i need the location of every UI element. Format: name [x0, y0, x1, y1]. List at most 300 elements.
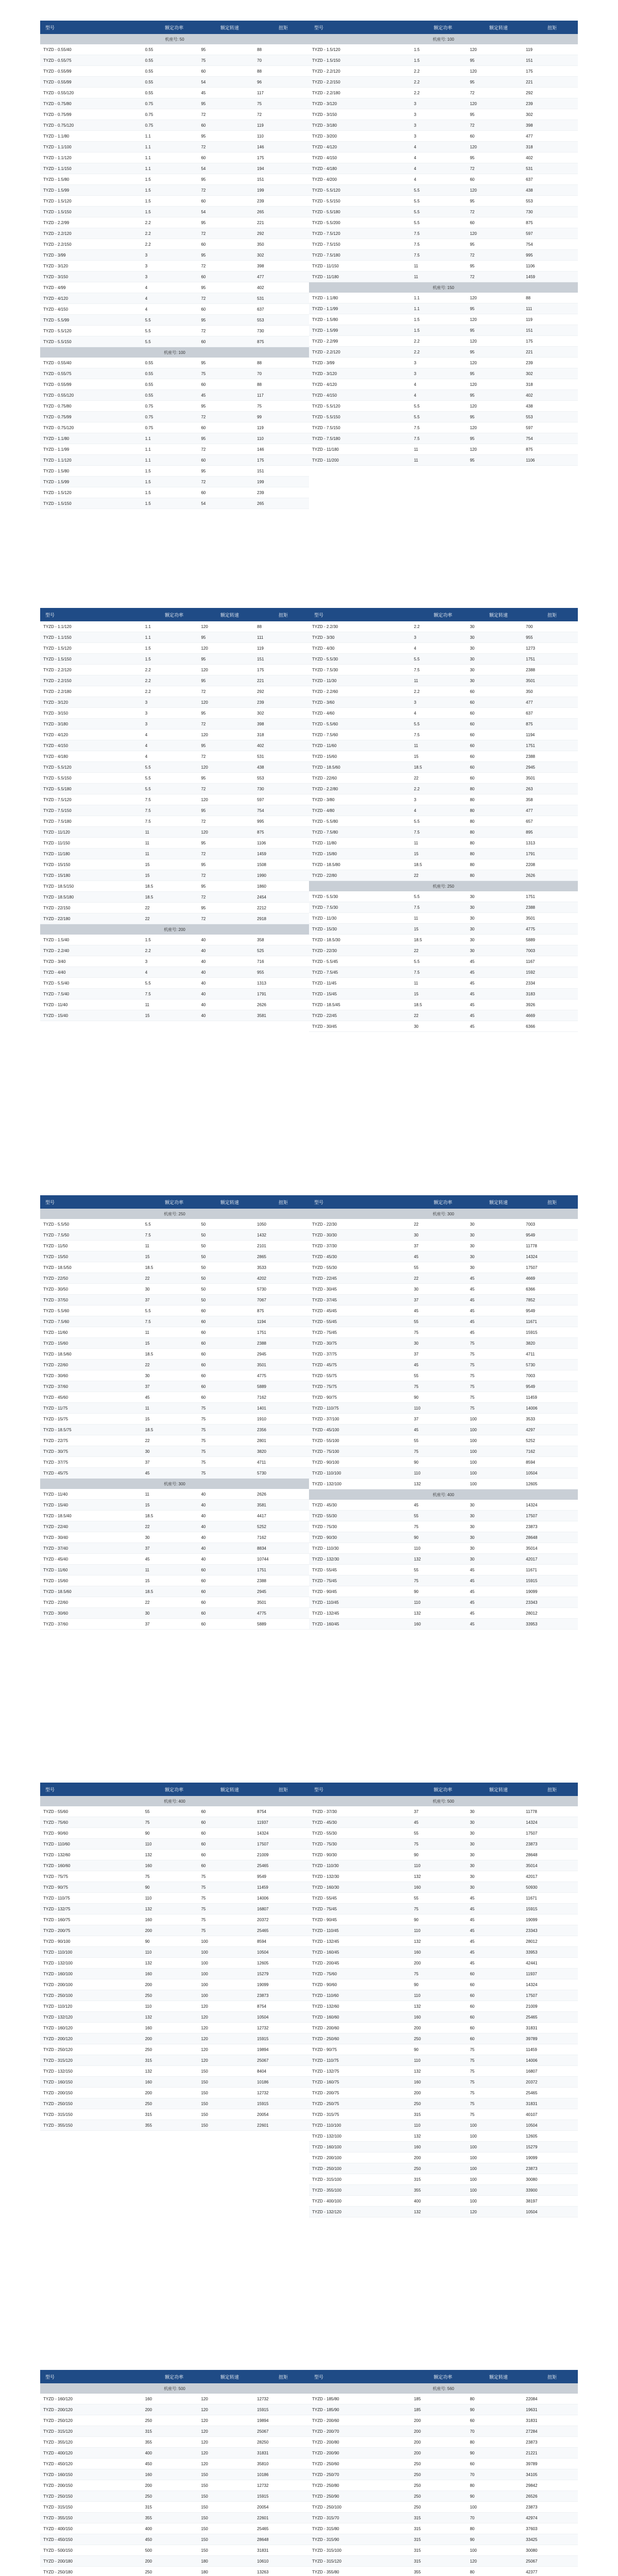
- cell-speed: 120: [470, 403, 477, 409]
- table-row: [40, 956, 309, 967]
- cell-model: TYZD - 3/80: [312, 797, 335, 802]
- cell-model: TYZD - 250/100: [43, 1993, 73, 1998]
- cell-model: TYZD - 4/120: [43, 732, 68, 737]
- cell-torque: 402: [526, 155, 533, 160]
- table-row: [40, 2545, 309, 2556]
- table-row: [309, 935, 578, 945]
- cell-torque: 4711: [526, 1351, 535, 1357]
- table-row: [40, 1327, 309, 1338]
- cell-model: TYZD - 4/120: [43, 296, 68, 301]
- cell-torque: 895: [526, 829, 533, 835]
- table-row: [309, 1958, 578, 1969]
- table-row: [309, 1882, 578, 1893]
- cell-speed: 75: [201, 1438, 206, 1443]
- cell-torque: 2208: [526, 862, 535, 867]
- cell-torque: 4669: [526, 1013, 535, 1018]
- table-row: [309, 1532, 578, 1543]
- spec-panel-9: [40, 2370, 309, 2576]
- cell-speed: 100: [201, 1971, 208, 1976]
- table-row: [309, 1414, 578, 1425]
- cell-model: TYZD - 450/120: [43, 2461, 73, 2466]
- cell-model: TYZD - 90/100: [312, 1460, 339, 1465]
- cell-power: 250: [145, 1993, 152, 1998]
- cell-model: TYZD - 132/45: [312, 1939, 339, 1944]
- cell-model: TYZD - 110/30: [312, 1546, 339, 1551]
- cell-speed: 120: [201, 2461, 208, 2466]
- cell-torque: 398: [257, 721, 264, 726]
- table-row: [40, 913, 309, 924]
- cell-torque: 17507: [526, 1513, 538, 1518]
- cell-torque: 33425: [526, 2537, 538, 2542]
- cell-torque: 7162: [526, 1449, 535, 1454]
- table-row: [40, 751, 309, 762]
- cell-speed: 75: [470, 2069, 475, 2074]
- table-row: [40, 109, 309, 120]
- cell-power: 132: [414, 2133, 421, 2139]
- cell-power: 45: [145, 1470, 150, 1476]
- cell-speed: 100: [470, 1438, 477, 1443]
- table-row: [309, 730, 578, 740]
- cell-speed: 60: [201, 425, 206, 430]
- cell-model: TYZD - 45/30: [312, 1254, 337, 1259]
- table-row: [40, 1586, 309, 1597]
- cell-torque: 88: [526, 295, 531, 300]
- cell-power: 90: [414, 1982, 419, 1987]
- table-row: [309, 956, 578, 967]
- header-power: 额定功率: [434, 2374, 453, 2380]
- cell-power: 315: [145, 2112, 152, 2117]
- cell-model: TYZD - 315/75: [312, 2112, 339, 2117]
- table-row: [309, 989, 578, 999]
- cell-torque: 597: [257, 797, 264, 802]
- table-row: [40, 881, 309, 892]
- cell-speed: 72: [470, 123, 475, 128]
- table-row: [40, 1241, 309, 1251]
- cell-speed: 72: [201, 721, 206, 726]
- table-row: [40, 1979, 309, 1990]
- cell-model: TYZD - 45/60: [43, 1395, 68, 1400]
- cell-speed: 100: [201, 1950, 208, 1955]
- cell-model: TYZD - 132/75: [312, 2069, 339, 2074]
- cell-torque: 955: [526, 635, 533, 640]
- cell-power: 55: [414, 1831, 419, 1836]
- cell-torque: 531: [257, 754, 264, 759]
- cell-torque: 3183: [526, 991, 535, 996]
- cell-torque: 1106: [526, 263, 535, 268]
- cell-speed: 30: [470, 1852, 475, 1857]
- cell-model: TYZD - 5.5/120: [312, 188, 340, 193]
- cell-torque: 11671: [526, 1319, 537, 1324]
- cell-power: 132: [145, 1852, 152, 1857]
- cell-torque: 28648: [526, 1852, 538, 1857]
- cell-power: 22: [145, 1524, 150, 1529]
- cell-power: 200: [145, 2558, 152, 2564]
- cell-torque: 2356: [257, 1427, 266, 1432]
- cell-torque: 25465: [257, 1863, 269, 1868]
- table-row: [309, 390, 578, 401]
- table-row: [309, 1850, 578, 1860]
- cell-speed: 50: [201, 1254, 206, 1259]
- cell-speed: 60: [201, 1567, 206, 1572]
- cell-torque: 1751: [526, 894, 535, 899]
- cell-speed: 45: [470, 1917, 475, 1922]
- cell-model: TYZD - 0.75/99: [43, 112, 72, 117]
- header-speed: 额定转速: [220, 2374, 239, 2380]
- cell-power: 90: [145, 1885, 150, 1890]
- cell-speed: 100: [470, 2504, 477, 2510]
- header-model: 型号: [314, 1787, 324, 1792]
- cell-torque: 151: [257, 177, 264, 182]
- cell-model: TYZD - 22/40: [43, 1524, 68, 1529]
- cell-power: 90: [145, 1939, 150, 1944]
- cell-torque: 110: [257, 436, 264, 441]
- cell-power: 7.5: [414, 436, 420, 441]
- cell-speed: 72: [201, 894, 206, 900]
- cell-model: TYZD - 5.5/60: [312, 721, 338, 726]
- cell-power: 250: [145, 2101, 152, 2106]
- cell-model: TYZD - 55/45: [312, 1567, 337, 1572]
- cell-model: TYZD - 1.1/150: [43, 166, 72, 171]
- cell-power: 7.5: [414, 231, 420, 236]
- cell-speed: 95: [201, 656, 206, 662]
- cell-speed: 30: [470, 1524, 475, 1529]
- cell-torque: 3501: [257, 1600, 266, 1605]
- cell-power: 22: [414, 1013, 419, 1018]
- cell-torque: 875: [257, 1308, 264, 1313]
- cell-power: 2.2: [145, 948, 151, 953]
- table-row: [40, 870, 309, 881]
- table-row: [309, 751, 578, 762]
- cell-torque: 11459: [257, 1885, 268, 1890]
- cell-torque: 239: [257, 198, 264, 204]
- cell-speed: 40: [201, 1002, 206, 1007]
- cell-torque: 5889: [257, 1384, 266, 1389]
- cell-power: 7.5: [414, 905, 420, 910]
- cell-model: TYZD - 160/45: [312, 1950, 339, 1955]
- cell-torque: 3581: [257, 1013, 266, 1018]
- cell-speed: 90: [470, 2537, 475, 2542]
- table-row: [40, 1958, 309, 1969]
- table-row: [309, 88, 578, 98]
- cell-torque: 23873: [257, 1993, 269, 1998]
- cell-power: 315: [145, 2504, 152, 2510]
- cell-torque: 10610: [257, 2558, 269, 2564]
- cell-power: 18.5: [145, 1513, 153, 1518]
- cell-torque: 14006: [526, 2058, 538, 2063]
- cell-model: TYZD - 1.1/99: [312, 306, 338, 311]
- cell-power: 3: [414, 360, 417, 365]
- cell-power: 4: [414, 646, 417, 651]
- cell-speed: 54: [201, 209, 206, 214]
- cell-model: TYZD - 315/150: [43, 2112, 73, 2117]
- cell-speed: 120: [201, 2047, 208, 2052]
- cell-torque: 1313: [257, 980, 266, 986]
- table-row: [309, 849, 578, 859]
- cell-torque: 637: [526, 710, 533, 716]
- table-row: [40, 1306, 309, 1316]
- table-row: [40, 1860, 309, 1871]
- cell-torque: 23873: [526, 1841, 538, 1846]
- table-row: [40, 1936, 309, 1947]
- table-header: [40, 1195, 309, 1209]
- table-row: [40, 120, 309, 131]
- cell-speed: 100: [470, 2166, 477, 2171]
- cell-torque: 263: [526, 786, 533, 791]
- cell-model: TYZD - 450/150: [43, 2537, 73, 2542]
- cell-power: 1.5: [145, 177, 151, 182]
- cell-power: 7.5: [414, 425, 420, 430]
- table-row: [309, 336, 578, 347]
- cell-speed: 95: [201, 403, 206, 409]
- cell-torque: 28012: [526, 1939, 538, 1944]
- cell-power: 132: [145, 1906, 152, 1911]
- cell-speed: 90: [470, 2407, 475, 2412]
- cell-model: TYZD - 160/30: [312, 1885, 339, 1890]
- cell-speed: 60: [201, 1841, 206, 1846]
- cell-power: 250: [414, 2461, 421, 2466]
- cell-speed: 30: [470, 1232, 475, 1238]
- cell-torque: 2626: [257, 1002, 266, 1007]
- frame-group-label: 机座号: 250: [309, 881, 578, 891]
- cell-speed: 95: [470, 414, 475, 419]
- cell-model: TYZD - 250/100: [312, 2504, 341, 2510]
- cell-speed: 100: [470, 2198, 477, 2204]
- cell-speed: 120: [201, 2004, 208, 2009]
- cell-power: 400: [414, 2198, 421, 2204]
- cell-power: 30: [145, 1535, 150, 1540]
- cell-torque: 2388: [526, 667, 535, 672]
- cell-speed: 100: [201, 1960, 208, 1965]
- cell-model: TYZD - 5.5/150: [312, 198, 340, 204]
- cell-power: 0.75: [145, 414, 153, 419]
- table-row: [309, 1306, 578, 1316]
- cell-model: TYZD - 5.5/150: [312, 414, 340, 419]
- table-row: [309, 2491, 578, 2502]
- cell-torque: 11459: [526, 1395, 537, 1400]
- table-row: [40, 1969, 309, 1979]
- cell-power: 90: [414, 2047, 419, 2052]
- cell-model: TYZD - 4/200: [312, 177, 337, 182]
- table-row: [40, 2066, 309, 2077]
- cell-model: TYZD - 0.55/99: [43, 382, 72, 387]
- cell-speed: 75: [201, 58, 206, 63]
- cell-speed: 75: [201, 371, 206, 376]
- cell-power: 2.2: [145, 667, 151, 672]
- table-row: [309, 2207, 578, 2217]
- table-row: [40, 217, 309, 228]
- cell-speed: 100: [470, 1481, 477, 1486]
- cell-speed: 100: [201, 1939, 208, 1944]
- table-row: [40, 1914, 309, 1925]
- cell-speed: 90: [470, 2450, 475, 2455]
- cell-model: TYZD - 2.2/120: [43, 231, 72, 236]
- cell-torque: 14324: [257, 1831, 269, 1836]
- cell-speed: 120: [201, 646, 208, 651]
- table-row: [309, 978, 578, 989]
- table-row: [309, 2534, 578, 2545]
- cell-model: TYZD - 200/45: [312, 1960, 339, 1965]
- cell-power: 75: [414, 1841, 419, 1846]
- cell-speed: 40: [201, 1013, 206, 1018]
- table-body: [40, 44, 309, 347]
- cell-torque: 302: [257, 710, 264, 716]
- cell-speed: 60: [470, 2025, 475, 2030]
- cell-model: TYZD - 18.5/60: [43, 1351, 72, 1357]
- table-row: [309, 2109, 578, 2120]
- table-row: [309, 455, 578, 466]
- table-row: [309, 2012, 578, 2023]
- cell-speed: 180: [201, 2569, 208, 2574]
- table-row: [309, 2044, 578, 2055]
- cell-model: TYZD - 250/100: [312, 2166, 341, 2171]
- cell-model: TYZD - 90/75: [43, 1885, 68, 1890]
- table-row: [40, 999, 309, 1010]
- cell-torque: 5730: [257, 1470, 266, 1476]
- cell-torque: 19631: [526, 2407, 538, 2412]
- cell-torque: 8594: [257, 1939, 266, 1944]
- cell-model: TYZD - 1.1/120: [43, 624, 72, 629]
- cell-power: 2.2: [145, 678, 151, 683]
- cell-speed: 60: [201, 457, 206, 463]
- cell-model: TYZD - 250/120: [43, 2418, 73, 2423]
- cell-model: TYZD - 7.5/120: [43, 797, 72, 802]
- table-row: [40, 2023, 309, 2033]
- cell-speed: 30: [470, 926, 475, 931]
- cell-speed: 72: [201, 851, 206, 856]
- table-row: [309, 665, 578, 675]
- cell-model: TYZD - 110/45: [312, 1928, 339, 1933]
- cell-torque: 1106: [526, 457, 535, 463]
- header-speed: 额定转速: [220, 1199, 239, 1205]
- cell-torque: 7162: [257, 1395, 266, 1400]
- table-row: [309, 217, 578, 228]
- cell-power: 45: [414, 1427, 419, 1432]
- cell-torque: 1751: [526, 743, 535, 748]
- cell-model: TYZD - 132/120: [312, 2209, 341, 2214]
- cell-model: TYZD - 0.75/120: [43, 123, 74, 128]
- cell-power: 160: [145, 2079, 152, 2084]
- cell-speed: 95: [201, 47, 206, 52]
- cell-torque: 350: [526, 689, 533, 694]
- cell-torque: 221: [526, 349, 533, 354]
- cell-torque: 31831: [526, 2101, 538, 2106]
- cell-torque: 16807: [526, 2069, 538, 2074]
- cell-speed: 95: [201, 884, 206, 889]
- cell-torque: 19099: [526, 1589, 538, 1594]
- cell-model: TYZD - 3/99: [312, 360, 335, 365]
- cell-power: 7.5: [414, 732, 420, 737]
- cell-power: 160: [145, 1971, 152, 1976]
- cell-speed: 120: [470, 101, 477, 106]
- cell-model: TYZD - 15/60: [312, 754, 337, 759]
- cell-speed: 72: [470, 90, 475, 95]
- cell-power: 1.5: [414, 47, 420, 52]
- cell-model: TYZD - 4/60: [312, 710, 335, 716]
- cell-torque: 11459: [526, 2047, 537, 2052]
- table-row: [40, 859, 309, 870]
- cell-speed: 120: [470, 295, 477, 300]
- cell-speed: 120: [470, 447, 477, 452]
- table-row: [40, 794, 309, 805]
- cell-power: 355: [414, 2569, 421, 2574]
- table-row: [309, 131, 578, 142]
- cell-speed: 120: [470, 382, 477, 387]
- cell-torque: 28648: [526, 1535, 538, 1540]
- spec-panel-10: [309, 2370, 578, 2576]
- cell-power: 250: [414, 2036, 421, 2041]
- cell-torque: 239: [257, 700, 264, 705]
- cell-speed: 72: [201, 231, 206, 236]
- cell-speed: 95: [470, 457, 475, 463]
- table-row: [309, 805, 578, 816]
- cell-model: TYZD - 4/120: [312, 144, 337, 149]
- cell-power: 250: [145, 2418, 152, 2423]
- cell-power: 2.2: [145, 242, 151, 247]
- cell-model: TYZD - 0.75/99: [43, 414, 72, 419]
- cell-power: 1.5: [145, 209, 151, 214]
- cell-torque: 6366: [526, 1024, 535, 1029]
- cell-torque: 119: [526, 317, 533, 322]
- table-row: [40, 2448, 309, 2459]
- cell-speed: 45: [470, 1276, 475, 1281]
- cell-model: TYZD - 132/100: [43, 1960, 73, 1965]
- cell-power: 200: [414, 1960, 421, 1965]
- table-row: [309, 870, 578, 881]
- cell-speed: 60: [201, 1395, 206, 1400]
- cell-speed: 150: [201, 2090, 208, 2095]
- cell-power: 5.5: [145, 339, 151, 344]
- header-torque: 扭矩: [278, 25, 288, 30]
- cell-power: 250: [414, 2504, 421, 2510]
- cell-model: TYZD - 200/80: [312, 2439, 339, 2445]
- cell-power: 55: [414, 1513, 419, 1518]
- cell-power: 75: [414, 1449, 419, 1454]
- cell-model: TYZD - 3/120: [43, 700, 68, 705]
- cell-speed: 100: [470, 1460, 477, 1465]
- cell-power: 2.2: [414, 69, 420, 74]
- table-row: [309, 185, 578, 196]
- cell-speed: 30: [470, 1254, 475, 1259]
- table-row: [40, 1457, 309, 1468]
- cell-power: 250: [145, 2047, 152, 2052]
- table-row: [309, 1979, 578, 1990]
- cell-model: TYZD - 5.5/150: [43, 775, 72, 781]
- table-row: [40, 2394, 309, 2404]
- cell-torque: 1167: [526, 959, 535, 964]
- cell-speed: 120: [470, 360, 477, 365]
- cell-model: TYZD - 15/60: [43, 1341, 68, 1346]
- cell-power: 315: [414, 2515, 421, 2520]
- cell-power: 18.5: [145, 1427, 153, 1432]
- cell-torque: 1508: [257, 862, 266, 867]
- cell-torque: 995: [526, 252, 533, 258]
- table-row: [40, 1947, 309, 1958]
- cell-power: 3: [414, 371, 417, 376]
- table-row: [40, 1828, 309, 1839]
- cell-torque: 10186: [257, 2079, 269, 2084]
- table-row: [40, 1904, 309, 1914]
- spec-panel-8: [309, 1783, 578, 2365]
- table-row: [309, 1338, 578, 1349]
- cell-power: 15: [414, 754, 419, 759]
- table-row: [309, 98, 578, 109]
- cell-torque: 531: [526, 166, 533, 171]
- cell-torque: 12605: [526, 2133, 538, 2139]
- cell-speed: 80: [470, 819, 475, 824]
- cell-power: 160: [414, 1950, 421, 1955]
- cell-model: TYZD - 7.5/30: [312, 905, 338, 910]
- table-row: [40, 326, 309, 336]
